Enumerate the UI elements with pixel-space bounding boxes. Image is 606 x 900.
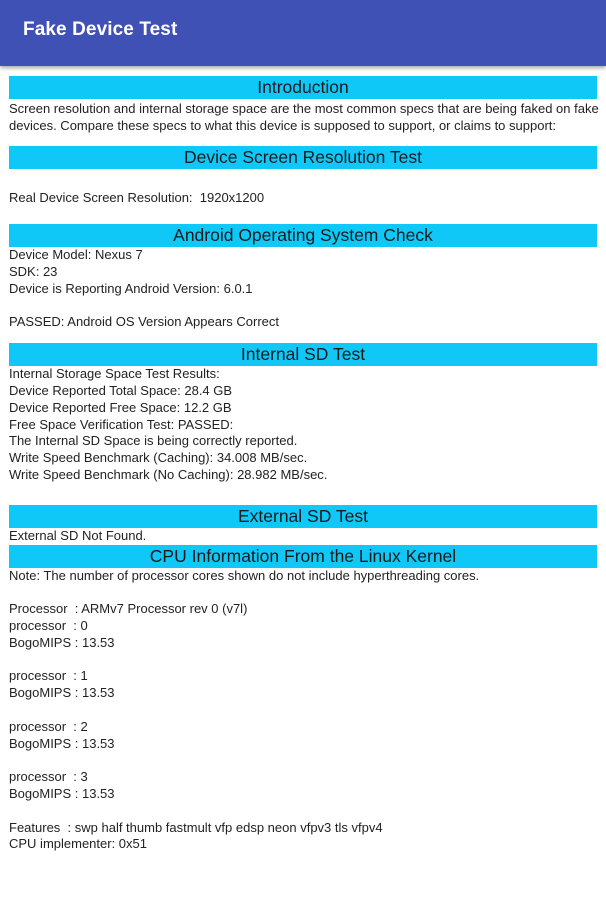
internal-sd-line: Device Reported Total Space: 28.4 GB <box>9 382 233 398</box>
cpu-info-line: BogoMIPS : 13.53 <box>9 634 115 650</box>
section-header-internal-sd: Internal SD Test <box>9 343 597 366</box>
android-os-line: SDK: 23 <box>9 264 58 279</box>
screen-resolution-line: Real Device Screen Resolution: 1920x1200 <box>9 190 265 206</box>
cpu-info-line <box>9 584 601 601</box>
cpu-info-line: Processor : ARMv7 Processor rev 0 (v7l) <box>9 601 248 617</box>
internal-sd-line: Internal Storage Space Test Results: <box>9 366 220 382</box>
section-header-external-sd: External SD Test <box>9 505 597 528</box>
android-os-line: Device is Reporting Android Version: 6.0.1 <box>9 280 253 296</box>
cpu-info-line: BogoMIPS : 13.53 <box>9 785 115 801</box>
android-os-status: PASSED: Android OS Version Appears Correct <box>9 314 280 330</box>
cpu-info-line: CPU implementer: 0x51 <box>9 836 147 852</box>
android-os-line <box>9 298 601 315</box>
app-bar <box>0 0 606 66</box>
cpu-info-line: processor : 3 <box>9 769 88 785</box>
app-title: Fake Device Test <box>23 19 178 40</box>
cpu-info-line: Features : swp half thumb fastmult vfp edsp neon vfpv3 tls vfpv4 <box>9 819 383 835</box>
internal-sd-line: Device Reported Free Space: 12.2 GB <box>9 399 232 415</box>
section-header-android-os: Android Operating System Check <box>9 224 597 247</box>
internal-sd-line: Write Speed Benchmark (No Caching): 28.982 MB/sec. <box>9 466 328 482</box>
section-header-introduction: Introduction <box>9 76 597 99</box>
cpu-info-line: BogoMIPS : 13.53 <box>9 685 115 701</box>
cpu-info-line: Note: The number of processor cores shown do not include hyperthreading cores. <box>9 567 480 583</box>
internal-sd-line: Free Space Verification Test: PASSED: <box>9 416 234 432</box>
introduction-text: Screen resolution and internal storage space are the most common specs that are being faked on fake devices. Compare these specs to what this device is supposed to support, or claims to support: <box>9 101 603 134</box>
cpu-info-line <box>9 652 601 669</box>
external-sd-line: External SD Not Found. <box>9 527 147 543</box>
cpu-info-line: processor : 2 <box>9 718 88 734</box>
cpu-info-line <box>9 702 601 719</box>
section-header-screen-resolution: Device Screen Resolution Test <box>9 146 597 169</box>
results-scroll-area[interactable] <box>0 66 606 853</box>
cpu-info-line <box>9 752 601 769</box>
internal-sd-line: Write Speed Benchmark (Caching): 34.008 MB/sec. <box>9 450 308 466</box>
section-header-cpu-info: CPU Information From the Linux Kernel <box>9 545 597 568</box>
cpu-info-line: processor : 0 <box>9 617 88 633</box>
cpu-info-line <box>9 803 601 820</box>
cpu-info-line: processor : 1 <box>9 668 88 684</box>
android-os-line: Device Model: Nexus 7 <box>9 247 143 263</box>
internal-sd-line: The Internal SD Space is being correctly reported. <box>9 433 298 449</box>
cpu-info-line: BogoMIPS : 13.53 <box>9 735 115 751</box>
